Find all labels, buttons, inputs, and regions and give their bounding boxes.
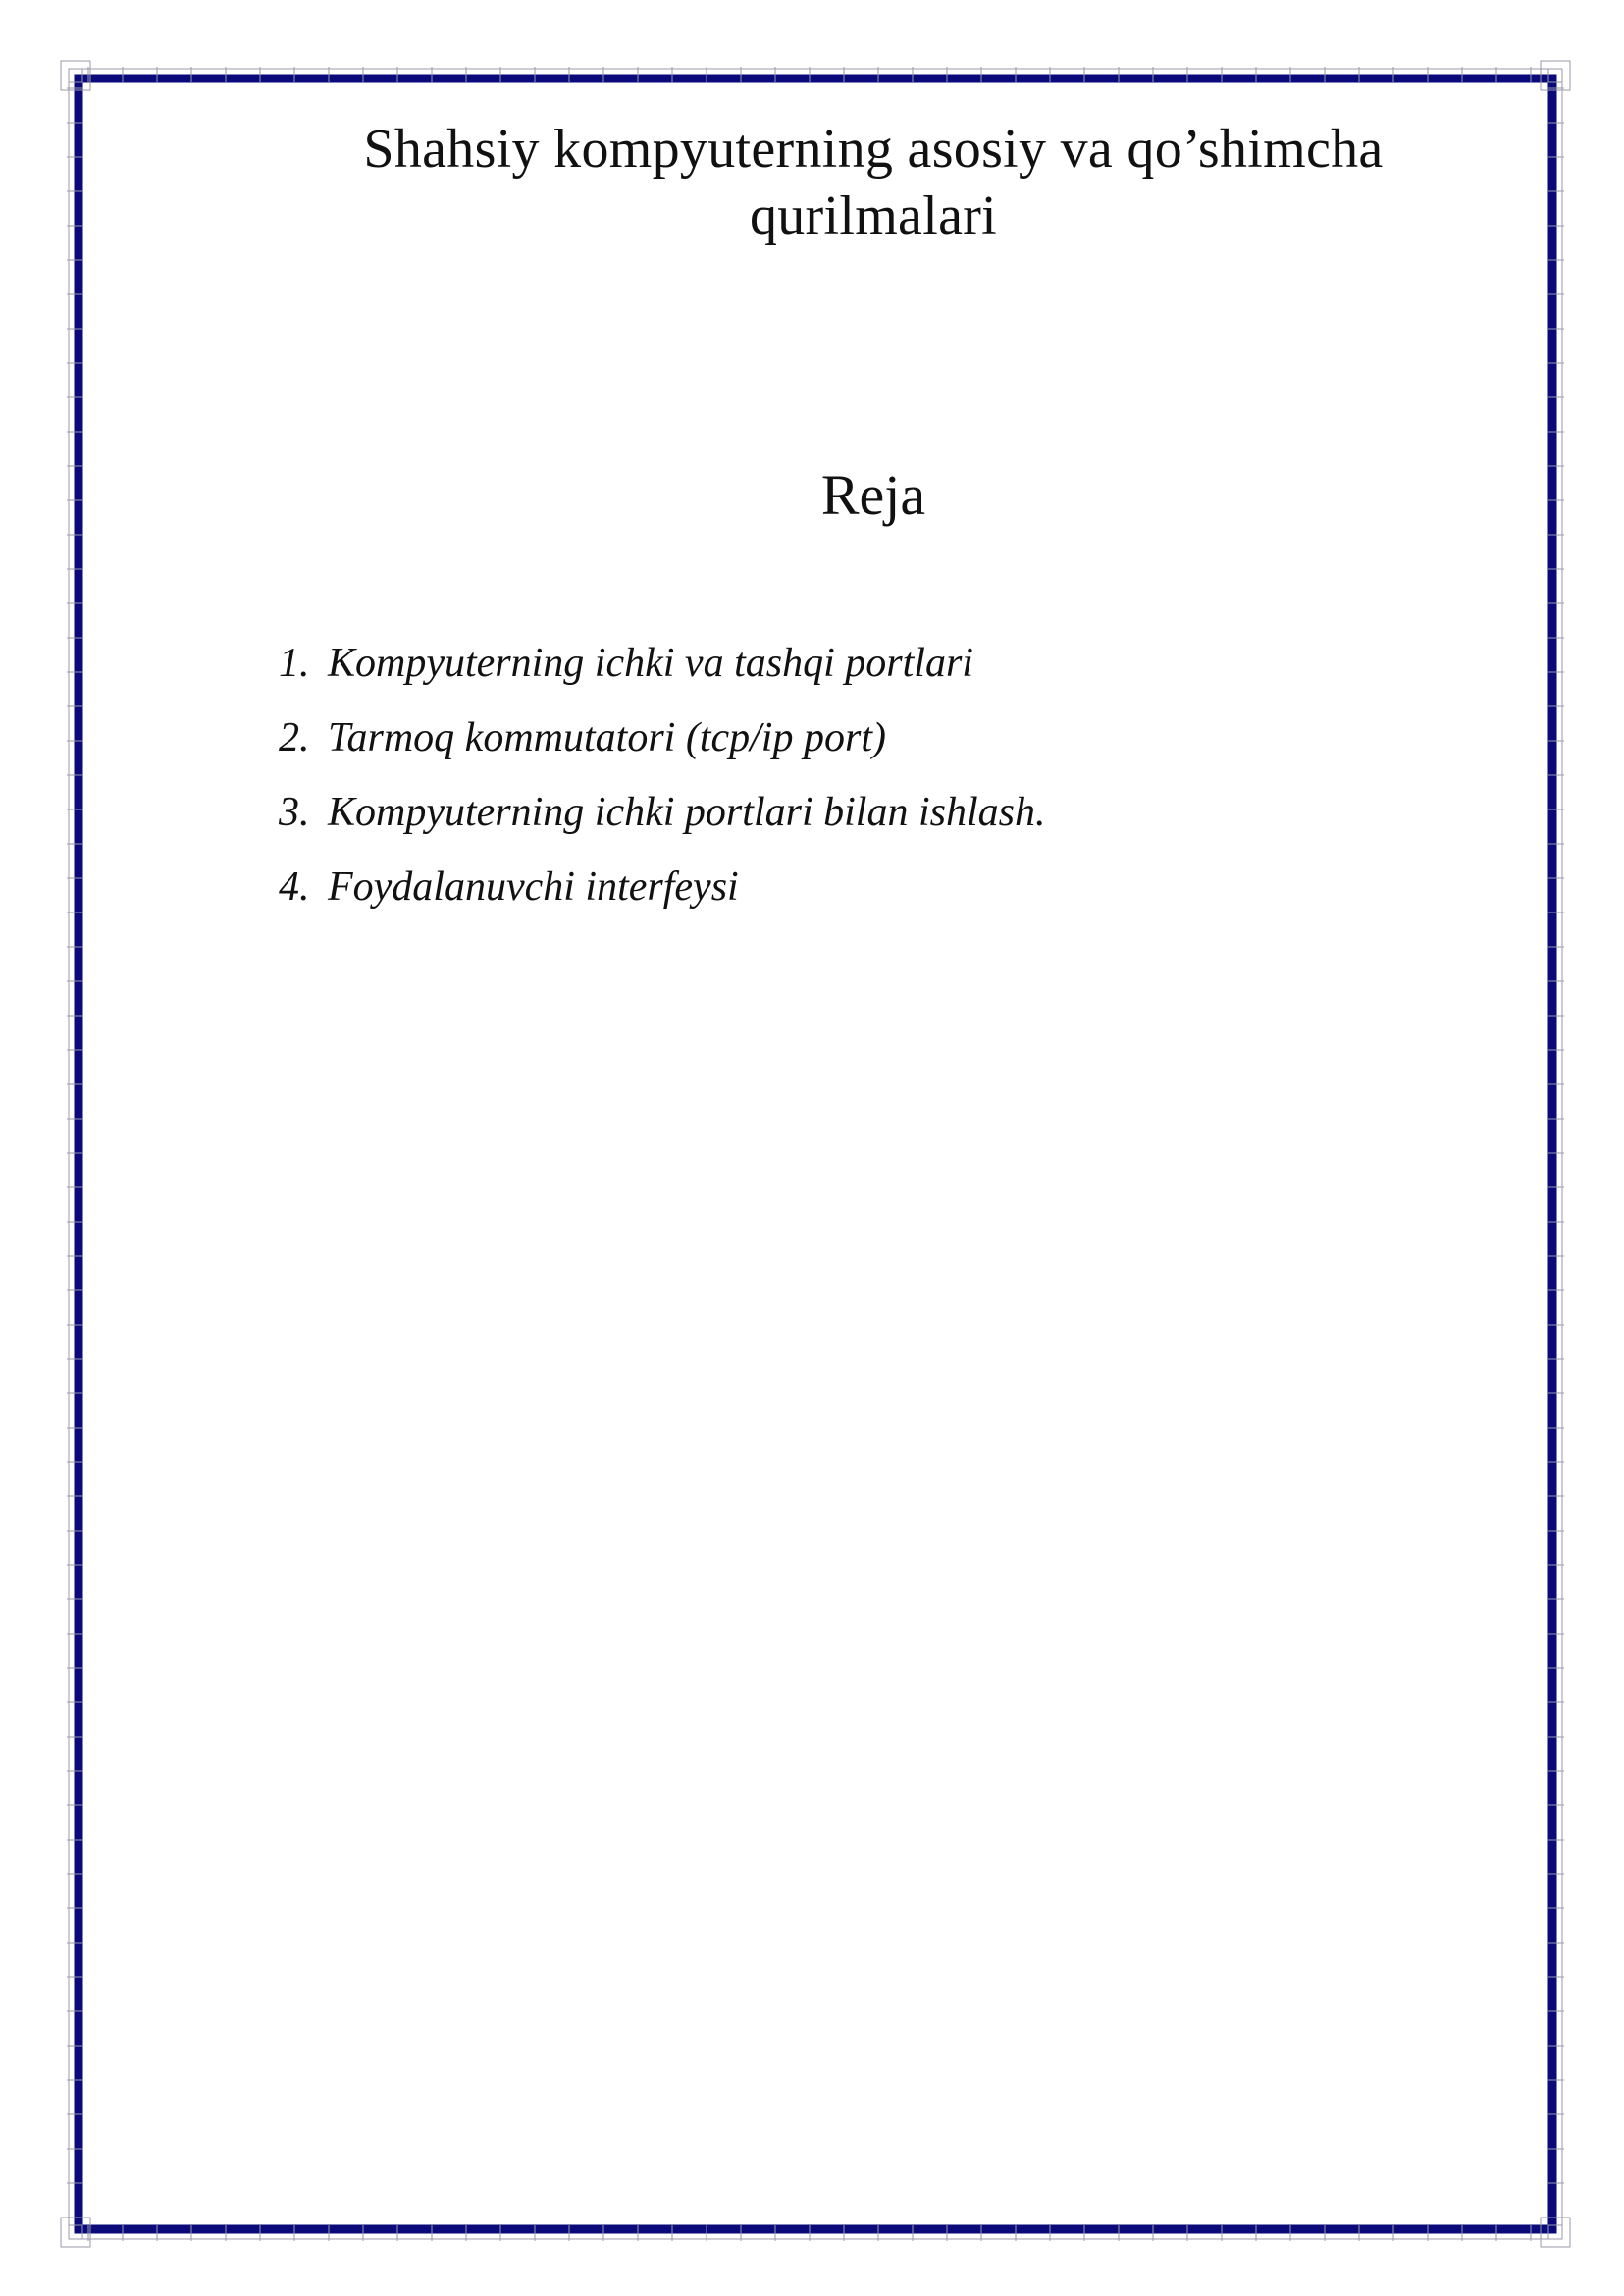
border-outer-line [69, 69, 1562, 2239]
plan-item [279, 785, 1456, 860]
border-inner-line [80, 80, 1550, 2227]
plan-item [279, 860, 1456, 934]
plan-item-number: 1. [279, 641, 310, 686]
border-blue-frame [79, 78, 1552, 2229]
plan-item-text: Kompyuterning ichki va tashqi portlari [328, 641, 973, 686]
document-title-line-2: qurilmalari [749, 185, 998, 246]
plan-item-number: 3. [279, 790, 310, 835]
plan-item-text: Foydalanuvchi interfeysi [328, 864, 739, 910]
plan-item-text: Tarmoq kommutatori (tcp/ip port) [328, 715, 886, 760]
plan-item [279, 636, 1456, 710]
plan-item-number: 2. [279, 715, 310, 760]
plan-item [279, 710, 1456, 785]
plan-list [279, 636, 1456, 934]
plan-heading: Reja [820, 463, 926, 527]
document-title-line-1: Shahsiy kompyuterning asosiy va qo’shimcha [363, 119, 1384, 180]
plan-item-number: 4. [279, 864, 310, 910]
plan-item-text: Kompyuterning ichki portlari bilan ishlash. [328, 790, 1046, 835]
